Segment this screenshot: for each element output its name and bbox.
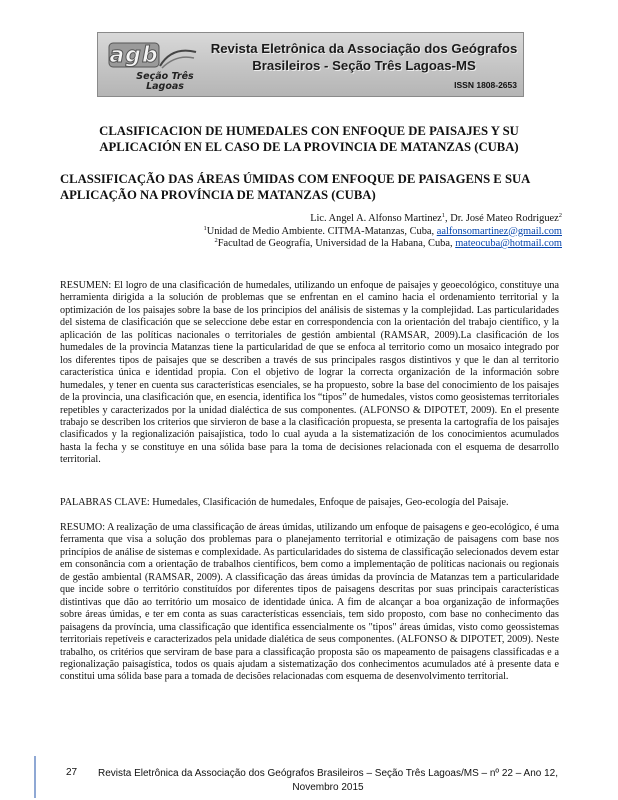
journal-title xyxy=(208,41,520,74)
email-link-2[interactable]: mateocuba@hotmail.com xyxy=(455,238,562,249)
journal-logo xyxy=(104,38,204,92)
affiliation-1-sup: 1 xyxy=(203,224,207,232)
affiliation-1 xyxy=(62,226,562,239)
journal-title-line2: Brasileiros - Seção Três Lagoas-MS xyxy=(252,57,476,73)
author-block xyxy=(62,213,562,251)
affiliation-2-sup: 2 xyxy=(214,237,218,244)
agb-logo-icon xyxy=(108,40,198,70)
title-portuguese: CLASSIFICAÇÃO DAS ÁREAS ÚMIDAS COM ENFOQUE DE PAISAGENS E SUA APLICAÇÃO NA PROVÍNCIA DE MATANZAS (CUBA) xyxy=(60,172,530,202)
footer-line1: Revista Eletrônica da Associação dos Geógrafos Brasileiros – Seção Três Lagoas/MS – nº 22 – Ano 12, xyxy=(97,768,559,779)
journal-header-banner xyxy=(97,32,524,97)
affiliation-2-text: Facultad de Geografía, Universidad de la Habana, Cuba, xyxy=(217,238,456,249)
author-1: Lic. Angel A. Alfonso Martinez xyxy=(310,213,442,224)
journal-title-line1: Revista Eletrônica da Associação dos Geógrafos xyxy=(210,41,518,56)
author-2: Dr. José Mateo Rodriguez xyxy=(450,213,559,224)
footer-citation xyxy=(94,767,562,795)
page-number: 27 xyxy=(66,767,78,778)
affiliation-1-text: Unidad de Medio Ambiente. CITMA-Matanzas, Cuba, xyxy=(206,225,437,237)
logo-caption: Seção Três Lagoas xyxy=(136,71,194,92)
affiliation-2 xyxy=(62,238,562,251)
logo-text: agb xyxy=(109,43,159,68)
resumo-paragraph: RESUMO: A realização de uma classificação de áreas úmidas, utilizando um enfoque de paisagens e geo-ecológico, é uma ferramenta que visa a solução dos problemas para o planejamento territorial e otimização de paisagens com base nos princípios de análise de sistemas e complexidade. As particularidades do sistema de classificação selecionados devem estar em consonância com a orientação de trabalhos científicos, bem como a implementação de políticas nacionais ou regionais de gestão ambiental (RAMSAR, 2009). A classificação das áreas úmidas da província de Matanzas tem a particularidade que incide sobre o território constituídos por diferentes tipos de paisagens descritas por suas principais características distintivas que dão ao território um mosaico de identidade única. A fim de alcançar a boa organização de informações sobre áreas úmidas, e ter em conta as suas características essenciais, tem sido proposto, com base no conhecimento das paisagens da província, uma classificação que identifica essencialmente os "tipos" áreas úmidas, visto como geossistemas territoriais repetíveis e caracterizados pela unidade dialética de seus componentes. (ALFONSO & DIPOTET, 2009). Neste trabalho, os critérios que serviram de base para a classificação proposta são os mapeamento de paisagens classificadas e a regionalização paisagística, todos os quais ajudam a sistematização dos conhecimentos acumulados até à presente data e constitui uma sólida base para a tomada de decisões relacionadas com esquema de desenvolvimento territorial. xyxy=(60,522,559,683)
author-2-sup: 2 xyxy=(558,212,562,219)
keywords-paragraph: PALABRAS CLAVE: Humedales, Clasificación de humedales, Enfoque de paisajes, Geo-ecología del Paisaje. xyxy=(60,497,509,508)
footer-divider xyxy=(34,756,36,798)
author-separator: , xyxy=(445,213,451,224)
resumen-paragraph: RESUMEN: El logro de una clasificación de humedales, utilizando un enfoque de paisajes y geoecológico, constituye una herramienta dirigida a la solución de problemas que se enfrentan en el camino hacia el ordenamiento territorial y la optimización de los paisajes sobre la base de los principios del análisis de sistemas y la complejidad. Las particularidades del sistema de clasificación que se seleccione debe estar en correspondencia con la orientación del trabajo científico, y la aplicación de las políticas nacionales o territoriales de gestión ambiental (RAMSAR, 2009).La clasificación de los humedales de la provincia Matanzas tiene la particularidad de que se enfoca al territorio como un mosaico integrado por los diferentes tipos de paisajes que se describen a través de sus principales rasgos distintivos y que le dan al territorio característica única e identidad propia. Con el objetivo de lograr la correcta organización de la información sobre humedales, y tener en cuenta sus características esenciales, se ha propuesto, sobre la base del conocimiento de los paisajes de la provincia, una clasificación que, en esencia, identifica los “tipos” de humedales, vistos como geosistemas territoriales repetibles y caracterizados por la unidad dialéctica de sus componentes. (ALFONSO & DIPOTET, 2009). En el presente trabajo se describen los criterios que sirvieron de base a la clasificación propuesta, se presenta la cartografía de los paisajes clasificados y la regionalización paisajística, todo lo cual ayuda a la sistematización de los conocimientos acumulados hasta la fecha y se constituye en una sólida base para la toma de decisiones relacionada con el esquema de desarrollo territorial. xyxy=(60,280,559,466)
author-line xyxy=(62,213,562,226)
email-link-1[interactable]: aalfonsomartinez@gmail.com xyxy=(436,225,562,237)
author-1-sup: 1 xyxy=(441,212,446,219)
title-spanish: CLASIFICACION DE HUMEDALES CON ENFOQUE DE PAISAJES Y SU APLICACIÓN EN EL CASO DE LA PROVINCIA DE MATANZAS (CUBA) xyxy=(99,124,519,154)
issn: ISSN 1808-2653 xyxy=(454,80,517,90)
footer-line2: Novembro 2015 xyxy=(292,782,364,793)
